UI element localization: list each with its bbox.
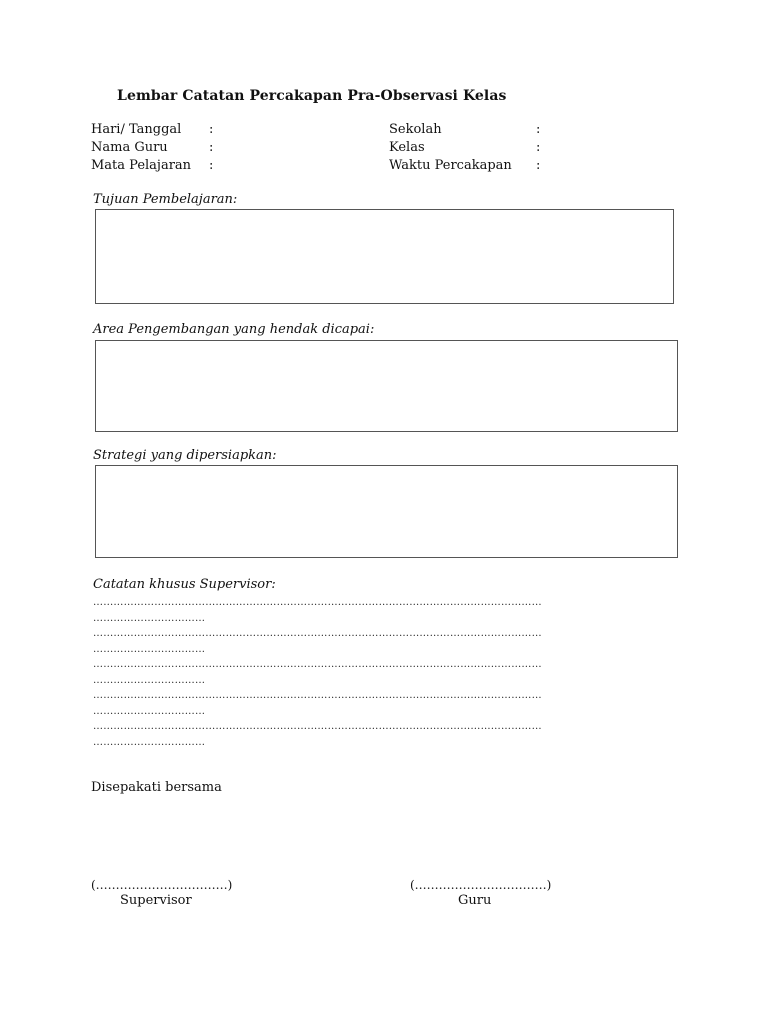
dotted-line: …………………………………………………………………………………………………………………… bbox=[93, 721, 542, 732]
guru-signature-line: (……………………………) bbox=[410, 878, 552, 892]
dotted-line: …………………………………………………………………………………………………………………… bbox=[93, 690, 542, 701]
tujuan-pembelajaran-box[interactable] bbox=[95, 209, 674, 304]
area-pengembangan-box[interactable] bbox=[95, 340, 678, 432]
dotted-line: …………………………… bbox=[93, 706, 206, 717]
dotted-line: …………………………………………………………………………………………………………………… bbox=[93, 597, 542, 608]
strategi-label: Strategi yang dipersiapkan: bbox=[93, 448, 277, 463]
dotted-line: …………………………… bbox=[93, 675, 206, 686]
nama-guru-colon: : bbox=[209, 140, 214, 155]
agreement-text: Disepakati bersama bbox=[91, 780, 222, 795]
hari-tanggal-label: Hari/ Tanggal bbox=[91, 122, 182, 137]
dotted-line: …………………………… bbox=[93, 644, 206, 655]
dotted-line: …………………………… bbox=[93, 737, 206, 748]
kelas-colon: : bbox=[536, 140, 541, 155]
guru-label: Guru bbox=[458, 893, 492, 908]
sekolah-colon: : bbox=[536, 122, 541, 137]
tujuan-pembelajaran-label: Tujuan Pembelajaran: bbox=[93, 192, 238, 207]
kelas-label: Kelas bbox=[389, 140, 425, 155]
strategi-box[interactable] bbox=[95, 465, 678, 558]
nama-guru-label: Nama Guru bbox=[91, 140, 168, 155]
dotted-line: …………………………………………………………………………………………………………………… bbox=[93, 628, 542, 639]
dotted-line: …………………………………………………………………………………………………………………… bbox=[93, 659, 542, 670]
dotted-line: …………………………… bbox=[93, 613, 206, 624]
sekolah-label: Sekolah bbox=[389, 122, 442, 137]
mata-pelajaran-colon: : bbox=[209, 158, 214, 173]
catatan-supervisor-label: Catatan khusus Supervisor: bbox=[93, 577, 276, 592]
mata-pelajaran-label: Mata Pelajaran bbox=[91, 158, 192, 173]
supervisor-label: Supervisor bbox=[120, 893, 192, 908]
document-title: Lembar Catatan Percakapan Pra-Observasi Kelas bbox=[117, 88, 507, 104]
supervisor-signature-line: (……………………………) bbox=[91, 878, 233, 892]
hari-tanggal-colon: : bbox=[209, 122, 214, 137]
waktu-percakapan-label: Waktu Percakapan bbox=[389, 158, 512, 173]
area-pengembangan-label: Area Pengembangan yang hendak dicapai: bbox=[93, 322, 375, 337]
waktu-percakapan-colon: : bbox=[536, 158, 541, 173]
